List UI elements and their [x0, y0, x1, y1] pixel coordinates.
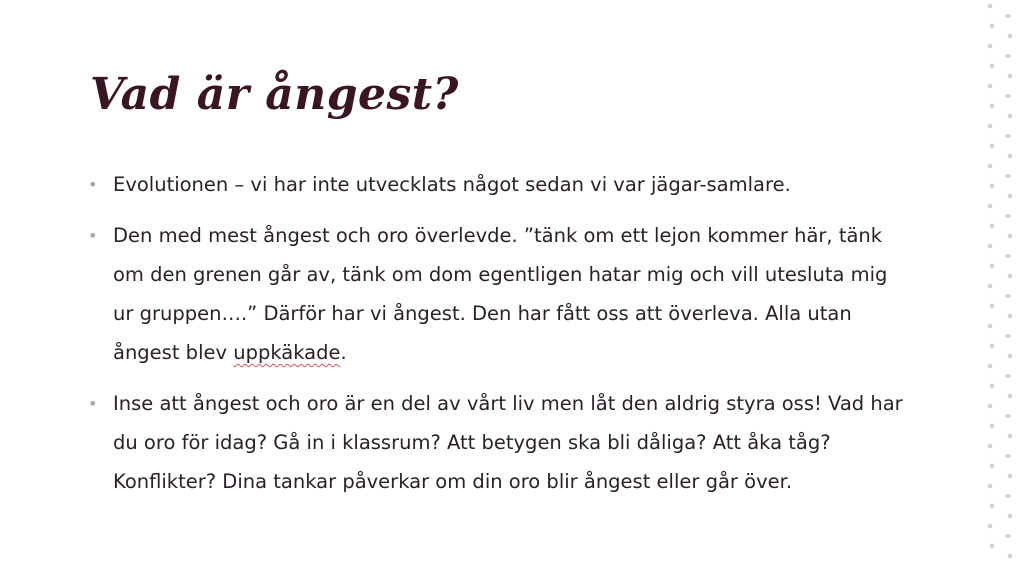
dot	[1006, 494, 1011, 499]
dot	[1008, 194, 1013, 199]
dot	[1008, 354, 1013, 359]
dot-pattern-icon	[934, 0, 1024, 561]
bullet-text: Den med mest ångest och oro överlevde. ”tänk om ett lejon kommer här, tänk om den grenen går av, tänk om dom egentligen hatar mig och vill utesluta mig ur gruppen….” Därför har vi ångest. Den har fått oss att överleva. Alla utan ångest blev	[113, 224, 888, 364]
dot	[1006, 294, 1011, 299]
dot	[1008, 114, 1013, 119]
dot	[1008, 394, 1013, 399]
dot	[988, 444, 993, 449]
dot	[1006, 454, 1011, 459]
dot	[1008, 74, 1013, 79]
dot	[990, 264, 995, 269]
dot	[1006, 94, 1011, 99]
bullet-item-3	[88, 384, 903, 501]
dot	[988, 124, 993, 129]
dot	[1008, 314, 1013, 319]
dot	[990, 384, 995, 389]
dot	[990, 144, 995, 149]
dot	[1008, 34, 1013, 39]
dot	[988, 204, 993, 209]
dot	[988, 524, 993, 529]
bullet-item-1	[88, 165, 903, 204]
dot	[1008, 474, 1013, 479]
dot	[990, 464, 995, 469]
dot	[1006, 374, 1011, 379]
misspelled-word[interactable]: uppkäkade	[233, 341, 341, 364]
dot	[1006, 254, 1011, 259]
dot	[990, 304, 995, 309]
dot	[988, 4, 993, 9]
dot	[990, 224, 995, 229]
dot	[1008, 514, 1013, 519]
dot	[988, 44, 993, 49]
dot	[1008, 554, 1013, 559]
dot	[1006, 534, 1011, 539]
dot	[988, 284, 993, 289]
dot	[1006, 214, 1011, 219]
dot	[990, 344, 995, 349]
dot	[988, 324, 993, 329]
bullet-marker-icon: •	[88, 226, 98, 245]
dot	[990, 544, 995, 549]
dot	[1006, 14, 1011, 19]
dot	[988, 484, 993, 489]
dot	[1008, 434, 1013, 439]
dot	[1008, 154, 1013, 159]
dot	[1006, 174, 1011, 179]
bullet-text: Evolutionen – vi har inte utvecklats något sedan vi var jägar-samlare.	[113, 173, 791, 196]
dot	[1006, 134, 1011, 139]
dot	[988, 404, 993, 409]
dot	[1008, 234, 1013, 239]
dot	[988, 244, 993, 249]
dot	[988, 364, 993, 369]
dot	[1006, 334, 1011, 339]
bullet-text: Inse att ångest och oro är en del av vårt liv men låt den aldrig styra oss! Vad har du oro för idag? Gå in i klassrum? Att betygen ska bli dåliga? Att åka tåg? Konflikter? Dina tankar påverkar om din oro blir ångest eller går över.	[113, 392, 903, 493]
bullet-item-2	[88, 216, 903, 372]
dot	[1006, 54, 1011, 59]
dot	[990, 64, 995, 69]
dot	[990, 424, 995, 429]
dot	[1008, 274, 1013, 279]
dot	[990, 504, 995, 509]
slide-title: Vad är ångest?	[90, 69, 459, 120]
bullet-list	[88, 165, 903, 513]
dot	[990, 184, 995, 189]
bullet-text-end: .	[340, 341, 347, 364]
bullet-marker-icon: •	[88, 175, 98, 194]
dot	[990, 24, 995, 29]
dot	[1006, 414, 1011, 419]
dot	[988, 84, 993, 89]
dot	[988, 164, 993, 169]
dot	[990, 104, 995, 109]
bullet-marker-icon: •	[88, 394, 98, 413]
